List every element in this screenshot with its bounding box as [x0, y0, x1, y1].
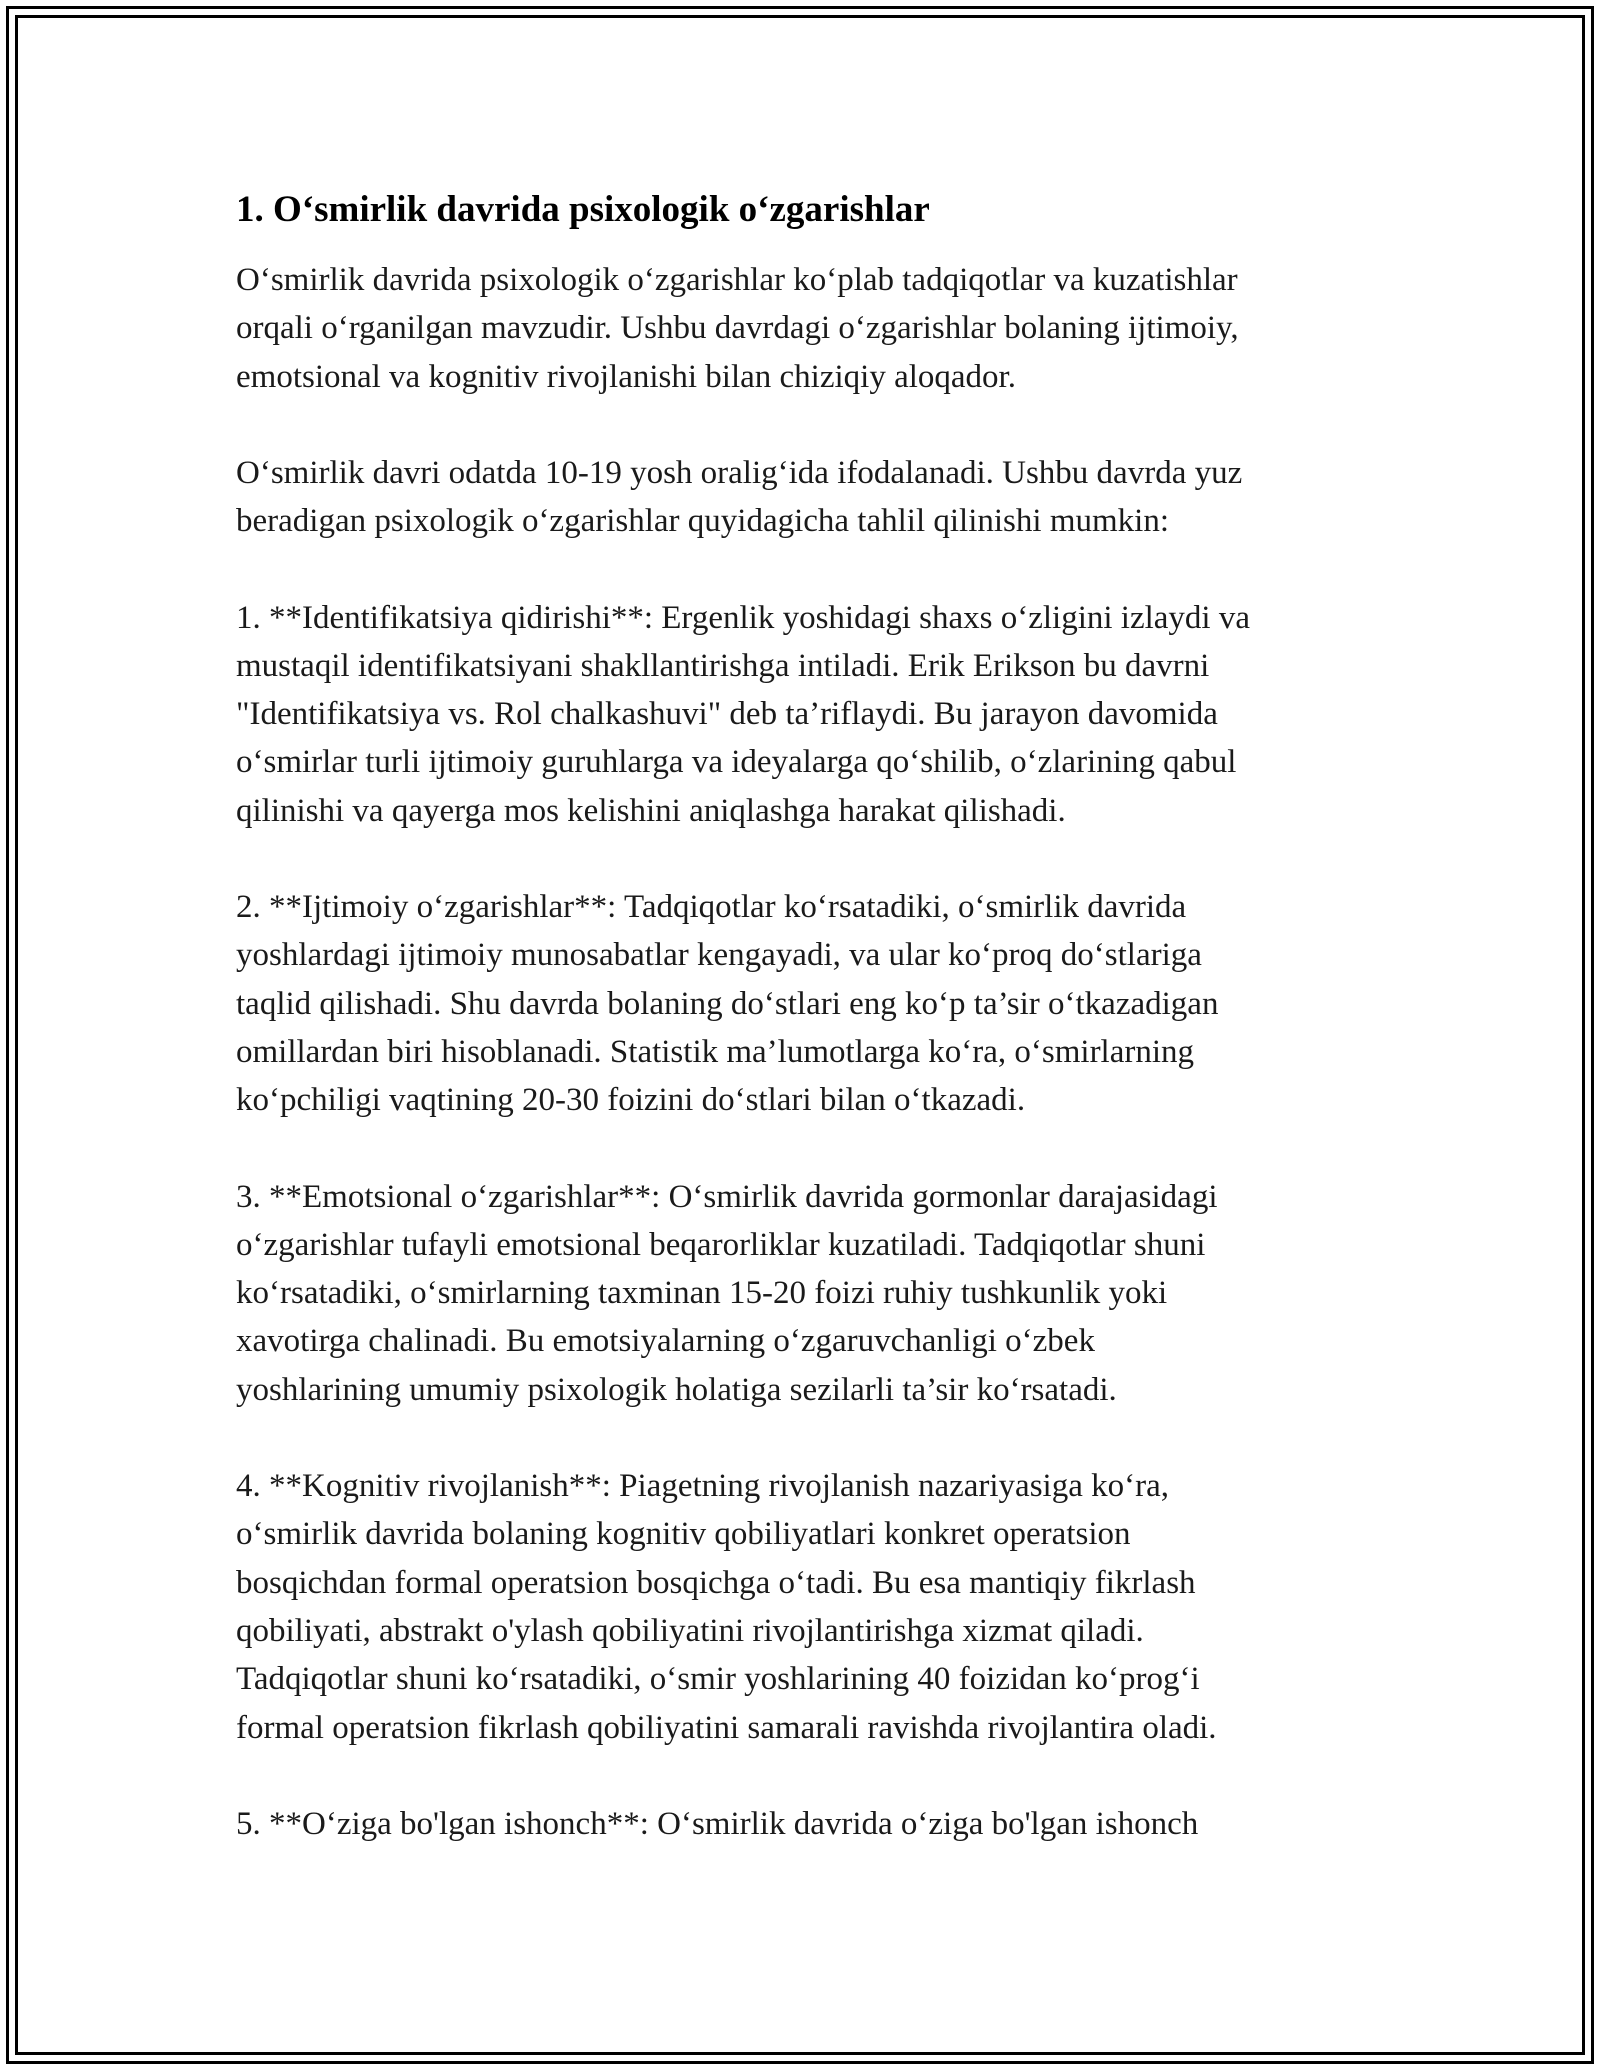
page-title: 1. O‘smirlik davrida psixologik o‘zgarishlar — [236, 189, 930, 230]
age-range-paragraph: O‘smirlik davri odatda 10-19 yosh oralig‘ida ifodalanadi. Ushbu davrda yuz beradigan psixologik o‘zgarishlar quyidagicha tahlil qilinishi mumkin: — [236, 454, 1243, 540]
intro-paragraph: O‘smirlik davrida psixologik o‘zgarishlar ko‘plab tadqiqotlar va kuzatishlar orqali o‘rganilgan mavzudir. Ushbu davrdagi o‘zgarishlar bolaning ijtimoiy, emotsional va kognitiv rivojlanishi bilan chiziqiy aloqador. — [236, 262, 1239, 395]
emotional-changes-paragraph: 3. **Emotsional o‘zgarishlar**: O‘smirlik davrida gormonlar darajasidagi o‘zgarishlar tufayli emotsional beqarorliklar kuzatiladi. Tadqiqotlar shuni ko‘rsatadiki, o‘smirlarning taxminan 15-20 foizi ruhiy tushkunlik yoki xavotirga chalinadi. Bu emotsiyalarning o‘zgaruvchanligi o‘zbek yoshlarining umumiy psixologik holatiga sezilarli ta’sir ko‘rsatadi. — [236, 1178, 1218, 1408]
document-body — [236, 186, 1386, 1896]
identity-search-paragraph: 1. **Identifikatsiya qidirishi**: Ergenlik yoshidagi shaxs o‘zligini izlaydi va mustaqil identifikatsiyani shakllantirishga intiladi. Erik Erikson bu davrni "Identifikatsiya vs. Rol chalkashuvi" deb ta’riflaydi. Bu jarayon davomida o‘smirlar turli ijtimoiy guruhlarga va ideyalarga qo‘shilib, o‘zlarining qabul qilinishi va qayerga mos kelishini aniqlashga harakat qilishadi. — [236, 599, 1250, 829]
self-confidence-paragraph: 5. **O‘ziga bo'lgan ishonch**: O‘smirlik davrida o‘ziga bo'lgan ishonch — [236, 1805, 1199, 1842]
cognitive-development-paragraph: 4. **Kognitiv rivojlanish**: Piagetning rivojlanish nazariyasiga ko‘ra, o‘smirlik davrida bolaning kognitiv qobiliyatlari konkret operatsion bosqichdan formal operatsion bosqichga o‘tadi. Bu esa mantiqiy fikrlash qobiliyati, abstrakt o'ylash qobiliyatini rivojlantirishga xizmat qiladi. Tadqiqotlar shuni ko‘rsatadiki, o‘smir yoshlarining 40 foizidan ko‘prog‘i formal operatsion fikrlash qobiliyatini samarali ravishda rivojlantira oladi. — [236, 1468, 1217, 1746]
social-changes-paragraph: 2. **Ijtimoiy o‘zgarishlar**: Tadqiqotlar ko‘rsatadiki, o‘smirlik davrida yoshlardagi ijtimoiy munosabatlar kengayadi, va ular ko‘proq do‘stlariga taqlid qilishadi. Shu davrda bolaning do‘stlari eng ko‘p ta’sir o‘tkazadigan omillardan biri hisoblanadi. Statistik ma’lumotlarga ko‘ra, o‘smirlarning ko‘pchiligi vaqtining 20-30 foizini do‘stlari bilan o‘tkazadi. — [236, 889, 1219, 1119]
